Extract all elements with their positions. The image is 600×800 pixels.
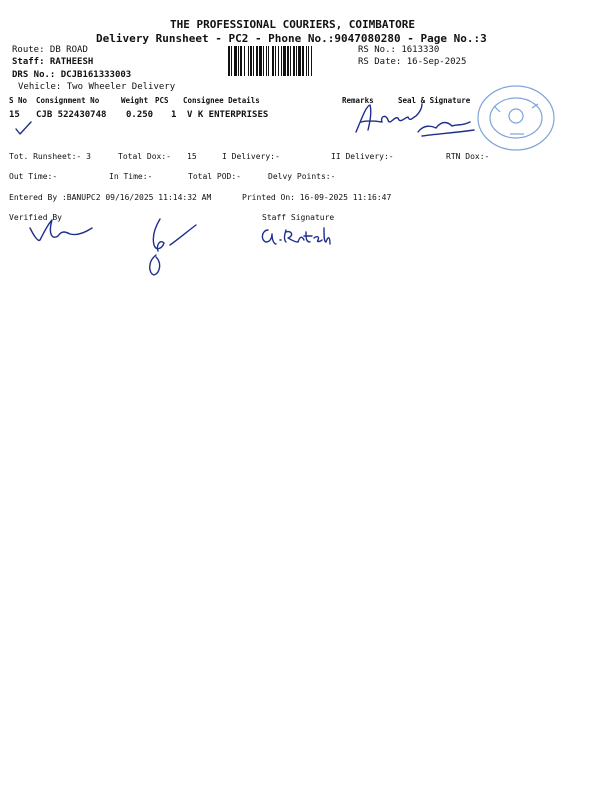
row-weight: 0.250 — [126, 110, 154, 120]
delvy-points: Delvy Points:- — [268, 172, 336, 181]
row-consignee: V K ENTERPRISES — [187, 110, 269, 120]
header-seal: Seal & Signature — [398, 96, 471, 105]
out-time: Out Time:- — [9, 172, 58, 181]
runsheet-title: Delivery Runsheet - PC2 - Phone No.:9047080280 - Page No.:3 — [96, 32, 487, 45]
header-consignee: Consignee Details — [183, 96, 260, 105]
i-delivery: I Delivery:- — [222, 152, 280, 161]
printed-on: Printed On: 16-09-2025 11:16:47 — [242, 193, 392, 202]
header-consignment: Consignment No — [36, 96, 100, 105]
tick-mark — [14, 120, 34, 136]
verified-by-label: Verified By — [9, 213, 62, 222]
verified-by-signature — [18, 210, 98, 250]
ii-delivery: II Delivery:- — [331, 152, 394, 161]
rs-date: RS Date: 16-Sep-2025 — [358, 57, 467, 67]
barcode-image — [228, 46, 356, 76]
drs-number: DRS No.: DCJB161333003 — [12, 70, 132, 80]
total-dox-label: Total Dox:- — [118, 152, 171, 161]
total-pod: Total POD:- — [188, 172, 241, 181]
company-name: THE PROFESSIONAL COURIERS, COIMBATORE — [170, 18, 416, 31]
header-weight: Weight — [121, 96, 149, 105]
header-sno: S No — [9, 96, 28, 105]
vehicle-label: Vehicle: Two Wheeler Delivery — [18, 82, 176, 92]
middle-signature — [140, 215, 210, 280]
rs-number: RS No.: 1613330 — [358, 45, 440, 55]
entered-by: Entered By :BANUPC2 09/16/2025 11:14:32 AM — [9, 193, 212, 202]
staff-signature — [258, 224, 333, 254]
total-dox-value: 15 — [187, 152, 197, 161]
header-pcs: PCS — [155, 96, 169, 105]
remarks-signature — [352, 100, 477, 150]
row-pcs: 1 — [171, 110, 177, 120]
staff-label: Staff: RATHEESH — [12, 57, 94, 67]
header-remarks: Remarks — [342, 96, 374, 105]
route-label: Route: DB ROAD — [12, 45, 88, 55]
row-sno: 15 — [9, 110, 20, 120]
in-time: In Time:- — [109, 172, 153, 181]
row-consignment: CJB 522430748 — [36, 110, 107, 120]
total-runsheet: Tot. Runsheet:- 3 — [9, 152, 91, 161]
rtn-dox: RTN Dox:- — [446, 152, 490, 161]
staff-signature-label: Staff Signature — [262, 213, 335, 222]
seal-stamp — [470, 80, 565, 160]
